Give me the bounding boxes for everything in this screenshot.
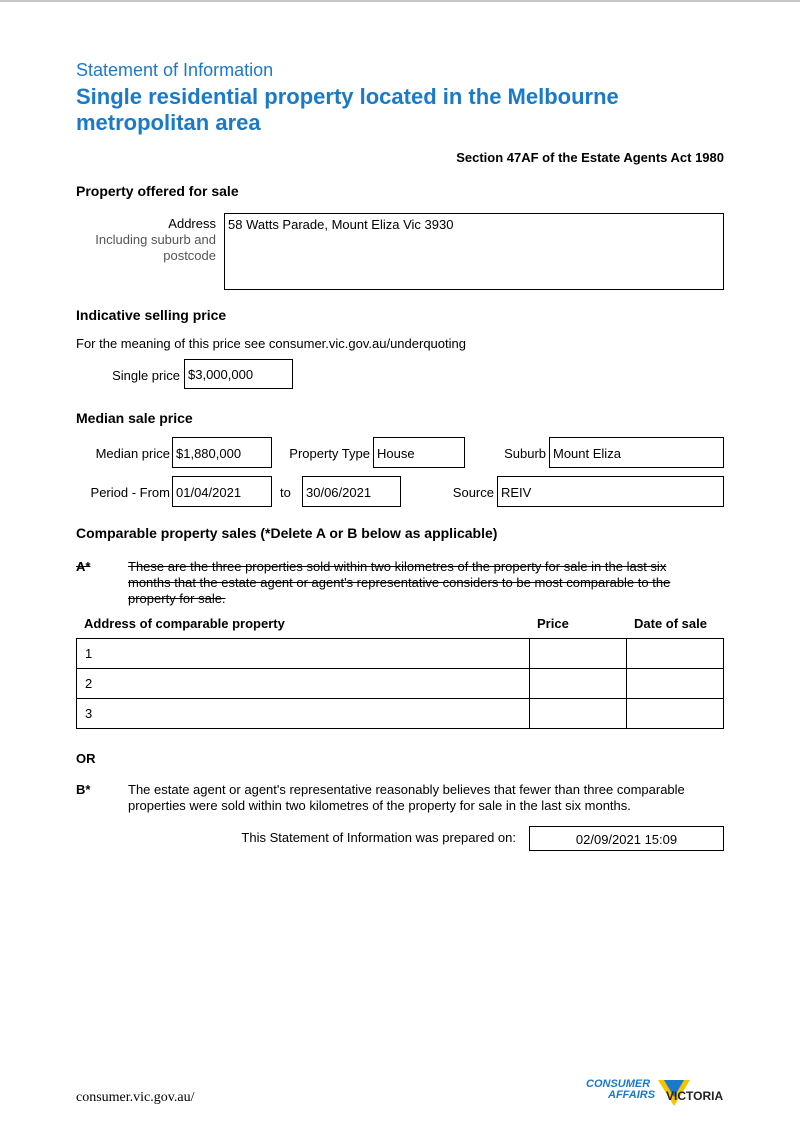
address-field[interactable]: 58 Watts Parade, Mount Eliza Vic 3930	[224, 213, 724, 290]
option-b-text	[128, 782, 728, 814]
option-a-label: A*	[76, 559, 91, 574]
suburb-field[interactable]: Mount Eliza	[549, 437, 724, 468]
title-line-1: Single residential property located in the Melbourne	[76, 84, 619, 109]
logo-line-consumer: CONSUMER	[586, 1078, 651, 1090]
row-date-cell[interactable]	[627, 699, 724, 729]
address-sublabel-1: Including suburb and	[95, 232, 216, 247]
table-row	[77, 669, 724, 699]
title-line-2: metropolitan area	[76, 110, 261, 135]
median-price-label: Median price	[95, 446, 170, 461]
address-sublabel-2: postcode	[163, 248, 216, 263]
page-top-border	[0, 0, 800, 2]
consumer-affairs-victoria-logo	[584, 1075, 729, 1115]
property-heading: Property offered for sale	[76, 183, 239, 199]
option-a-text	[128, 559, 728, 607]
source-field[interactable]: REIV	[497, 476, 724, 507]
property-type-field[interactable]: House	[373, 437, 465, 468]
row-address-cell[interactable]: 1	[77, 639, 530, 669]
document-kicker: Statement of Information	[76, 60, 274, 80]
median-price-field[interactable]: $1,880,000	[172, 437, 272, 468]
indicative-note: For the meaning of this price see consumer.vic.gov.au/underquoting	[76, 336, 466, 351]
single-price-label: Single price	[112, 368, 180, 383]
option-a-line-2: months that the estate agent or agent's representative considers to be most comparable to the	[128, 575, 671, 590]
period-to-field[interactable]: 30/06/2021	[302, 476, 401, 507]
document-title	[76, 84, 736, 136]
period-to-label: to	[280, 485, 291, 500]
logo-line-affairs: AFFAIRS	[608, 1089, 656, 1101]
col-header-price: Price	[537, 616, 569, 631]
row-date-cell[interactable]	[627, 669, 724, 699]
address-label: Address	[168, 216, 216, 231]
row-price-cell[interactable]	[530, 639, 627, 669]
comparable-heading: Comparable property sales (*Delete A or B below as applicable)	[76, 525, 498, 541]
option-b-label: B*	[76, 782, 91, 797]
option-b-line-2: properties were sold within two kilometres of the property for sale in the last six months.	[128, 798, 631, 813]
median-heading: Median sale price	[76, 410, 193, 426]
logo-line-victoria: VICTORIA	[666, 1089, 724, 1103]
suburb-label: Suburb	[504, 446, 546, 461]
option-b-line-1: The estate agent or agent's representative reasonably believes that fewer than three comparable	[128, 782, 685, 797]
col-header-date: Date of sale	[634, 616, 707, 631]
period-from-label: Period - From	[90, 485, 170, 500]
single-price-field[interactable]: $3,000,000	[184, 359, 293, 389]
row-address-cell[interactable]: 2	[77, 669, 530, 699]
prepared-on-label: This Statement of Information was prepared on:	[241, 830, 516, 845]
footer-url[interactable]: consumer.vic.gov.au/	[76, 1090, 195, 1105]
option-a-line-3: property for sale.	[128, 591, 226, 606]
indicative-heading: Indicative selling price	[76, 307, 227, 323]
or-label: OR	[76, 751, 96, 766]
property-type-label: Property Type	[289, 446, 370, 461]
row-address-cell[interactable]: 3	[77, 699, 530, 729]
table-row	[77, 639, 724, 669]
row-date-cell[interactable]	[627, 639, 724, 669]
prepared-on-field[interactable]: 02/09/2021 15:09	[529, 826, 724, 851]
row-price-cell[interactable]	[530, 699, 627, 729]
table-row	[77, 699, 724, 729]
col-header-address: Address of comparable property	[84, 616, 285, 631]
option-a-line-1: These are the three properties sold within two kilometres of the property for sale in the last six	[128, 559, 667, 574]
row-price-cell[interactable]	[530, 669, 627, 699]
act-reference: Section 47AF of the Estate Agents Act 1980	[456, 150, 724, 165]
period-from-field[interactable]: 01/04/2021	[172, 476, 272, 507]
source-label: Source	[452, 485, 494, 500]
comparable-table	[76, 638, 724, 729]
